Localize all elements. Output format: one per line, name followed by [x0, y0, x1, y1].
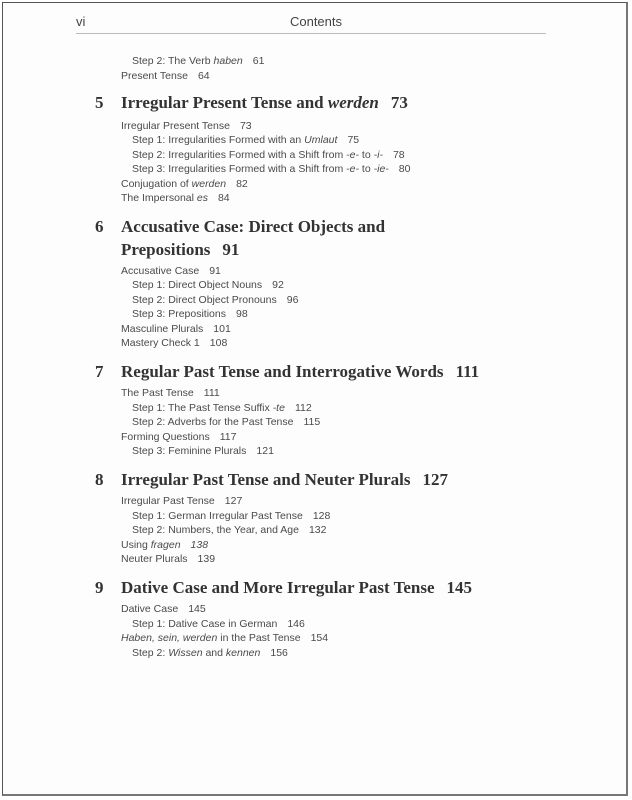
toc-entry[interactable]	[132, 402, 312, 415]
entry-italic: es	[196, 192, 208, 204]
chapter-page: 73	[390, 93, 408, 112]
entry-page: 138	[190, 539, 209, 551]
chapter-title-continued[interactable]	[121, 239, 239, 261]
toc-entry[interactable]	[121, 387, 220, 400]
entry-text: Conjugation of	[121, 178, 192, 190]
chapter-number: 7	[95, 362, 104, 381]
entry-text: Step 2: The Verb	[132, 55, 214, 67]
toc-entry[interactable]	[132, 618, 305, 631]
entry-italic: -e-	[346, 163, 360, 175]
toc-entry[interactable]	[132, 294, 298, 307]
chapter-title[interactable]	[121, 92, 408, 114]
entry-text: The Past Tense	[121, 387, 194, 399]
running-head: Contents	[289, 14, 343, 29]
chapter-page: 145	[446, 578, 473, 597]
chapter-title-text: Prepositions	[121, 240, 211, 259]
chapter-title-text: Regular Past Tense and Interrogative Words	[121, 362, 444, 381]
entry-text: Step 1: Dative Case in German	[132, 618, 278, 630]
entry-italic: -ie-	[373, 163, 389, 175]
entry-page: 132	[308, 524, 327, 536]
entry-italic: Wissen	[168, 647, 203, 659]
entry-text: Step 1: German Irregular Past Tense	[132, 510, 303, 522]
toc-entry[interactable]	[132, 416, 320, 429]
entry-text: to	[359, 149, 374, 161]
chapter-number: 9	[95, 578, 104, 597]
toc-entry[interactable]	[132, 134, 359, 147]
folio: vi	[76, 14, 86, 29]
entry-text: in the Past Tense	[217, 632, 301, 644]
entry-text: Step 1: Irregularities Formed with an	[132, 134, 305, 146]
toc-entry[interactable]	[121, 337, 227, 350]
entry-page: 154	[310, 632, 329, 644]
entry-page: 73	[239, 120, 252, 132]
toc-entry[interactable]	[121, 70, 210, 83]
chapter-page: 91	[222, 240, 240, 259]
toc-entry[interactable]	[132, 510, 330, 523]
entry-page: 91	[209, 265, 221, 277]
chapter-page: 111	[455, 362, 480, 381]
chapter-title-text: Irregular Present Tense and	[121, 93, 328, 112]
chapter-page: 127	[422, 470, 448, 489]
toc-entry[interactable]	[121, 192, 230, 205]
entry-text: Step 1: The Past Tense Suffix	[132, 402, 273, 414]
entry-italic: werden	[191, 178, 227, 190]
entry-italic: -te	[272, 402, 285, 414]
entry-page: 78	[392, 149, 405, 161]
toc-entry[interactable]	[132, 149, 405, 162]
chapter-title-text: Irregular Past Tense and Neuter Plurals	[121, 470, 411, 489]
entry-italic: -e-	[346, 149, 360, 161]
chapter-title[interactable]	[121, 469, 448, 491]
chapter-number: 5	[95, 93, 104, 112]
entry-text: Irregular Present Tense	[121, 120, 230, 132]
entry-page: 121	[256, 445, 274, 457]
entry-text: Accusative Case	[121, 265, 200, 277]
entry-italic: -i-	[373, 149, 383, 161]
entry-text: Step 3: Irregularities Formed with a Shift from	[132, 163, 347, 175]
toc-entry[interactable]	[121, 323, 231, 336]
entry-text: The Impersonal	[121, 192, 197, 204]
entry-page: 145	[188, 603, 206, 615]
toc-entry[interactable]	[121, 265, 221, 278]
entry-text: Masculine Plurals	[121, 323, 204, 335]
entry-text: Step 3: Feminine Plurals	[132, 445, 247, 457]
chapter-title[interactable]	[121, 361, 479, 383]
toc-entry[interactable]	[121, 495, 242, 508]
toc-entry[interactable]	[121, 120, 252, 133]
entry-text: to	[359, 163, 374, 175]
entry-text: Dative Case	[121, 603, 179, 615]
chapter-title-italic: werden	[327, 93, 379, 112]
entry-page: 117	[219, 431, 237, 443]
entry-italic: kennen	[225, 647, 261, 659]
chapter-number: 8	[95, 470, 104, 489]
entry-text: Forming Questions	[121, 431, 210, 443]
entry-text: Step 2: Irregularities Formed with a Shift from	[132, 149, 347, 161]
entry-page: 112	[294, 402, 312, 414]
entry-italic: Umlaut	[304, 134, 338, 146]
entry-page: 115	[303, 416, 321, 428]
entry-page: 80	[398, 163, 411, 175]
entry-text: Mastery Check 1	[121, 337, 200, 349]
toc-entry[interactable]	[121, 553, 215, 566]
entry-text: Step 1: Direct Object Nouns	[132, 279, 263, 291]
toc-entry[interactable]	[132, 524, 327, 537]
entry-italic: haben	[213, 55, 243, 67]
entry-page: 96	[286, 294, 299, 306]
entry-text: Neuter Plurals	[121, 553, 188, 565]
entry-text: and	[202, 647, 226, 659]
toc-entry[interactable]	[121, 178, 248, 191]
entry-page: 101	[213, 323, 231, 335]
chapter-number: 6	[95, 217, 104, 236]
entry-text: Step 2: Adverbs for the Past Tense	[132, 416, 294, 428]
entry-page: 111	[203, 387, 220, 399]
entry-text: Step 2:	[132, 647, 169, 659]
entry-text: Using	[121, 539, 151, 551]
chapter-title-text: Dative Case and More Irregular Past Tense	[121, 578, 435, 597]
entry-page: 92	[272, 279, 284, 291]
entry-page: 61	[252, 55, 265, 67]
entry-page: 82	[236, 178, 248, 190]
entry-page: 128	[312, 510, 331, 522]
entry-page: 64	[197, 70, 210, 82]
toc-entry[interactable]	[132, 279, 284, 292]
toc-entry[interactable]	[121, 431, 236, 444]
chapter-title[interactable]	[121, 577, 472, 599]
entry-text: Step 2: Direct Object Pronouns	[132, 294, 277, 306]
entry-text: Present Tense	[121, 70, 188, 82]
toc-entry[interactable]	[121, 603, 206, 616]
entry-page: 98	[235, 308, 248, 320]
entry-italic: Haben, sein, werden	[121, 632, 218, 644]
entry-page: 108	[209, 337, 228, 349]
toc-entry[interactable]	[121, 632, 328, 645]
entry-page: 156	[270, 647, 288, 659]
entry-page: 75	[347, 134, 360, 146]
entry-text: Irregular Past Tense	[121, 495, 215, 507]
entry-page: 139	[197, 553, 216, 565]
entry-text: Step 2: Numbers, the Year, and Age	[132, 524, 299, 536]
entry-page: 146	[287, 618, 305, 630]
toc-entry[interactable]	[132, 445, 274, 458]
entry-page: 127	[224, 495, 243, 507]
toc-entry[interactable]	[132, 308, 248, 321]
toc-entry[interactable]	[132, 55, 264, 68]
toc-entry[interactable]	[132, 163, 410, 176]
toc-entry[interactable]	[132, 647, 288, 660]
entry-text: Step 3: Prepositions	[132, 308, 226, 320]
entry-page: 84	[217, 192, 230, 204]
chapter-title-text: Accusative Case: Direct Objects and	[121, 217, 386, 236]
chapter-title[interactable]	[121, 216, 385, 238]
toc-entry[interactable]	[121, 539, 208, 552]
entry-italic: fragen	[150, 539, 181, 551]
